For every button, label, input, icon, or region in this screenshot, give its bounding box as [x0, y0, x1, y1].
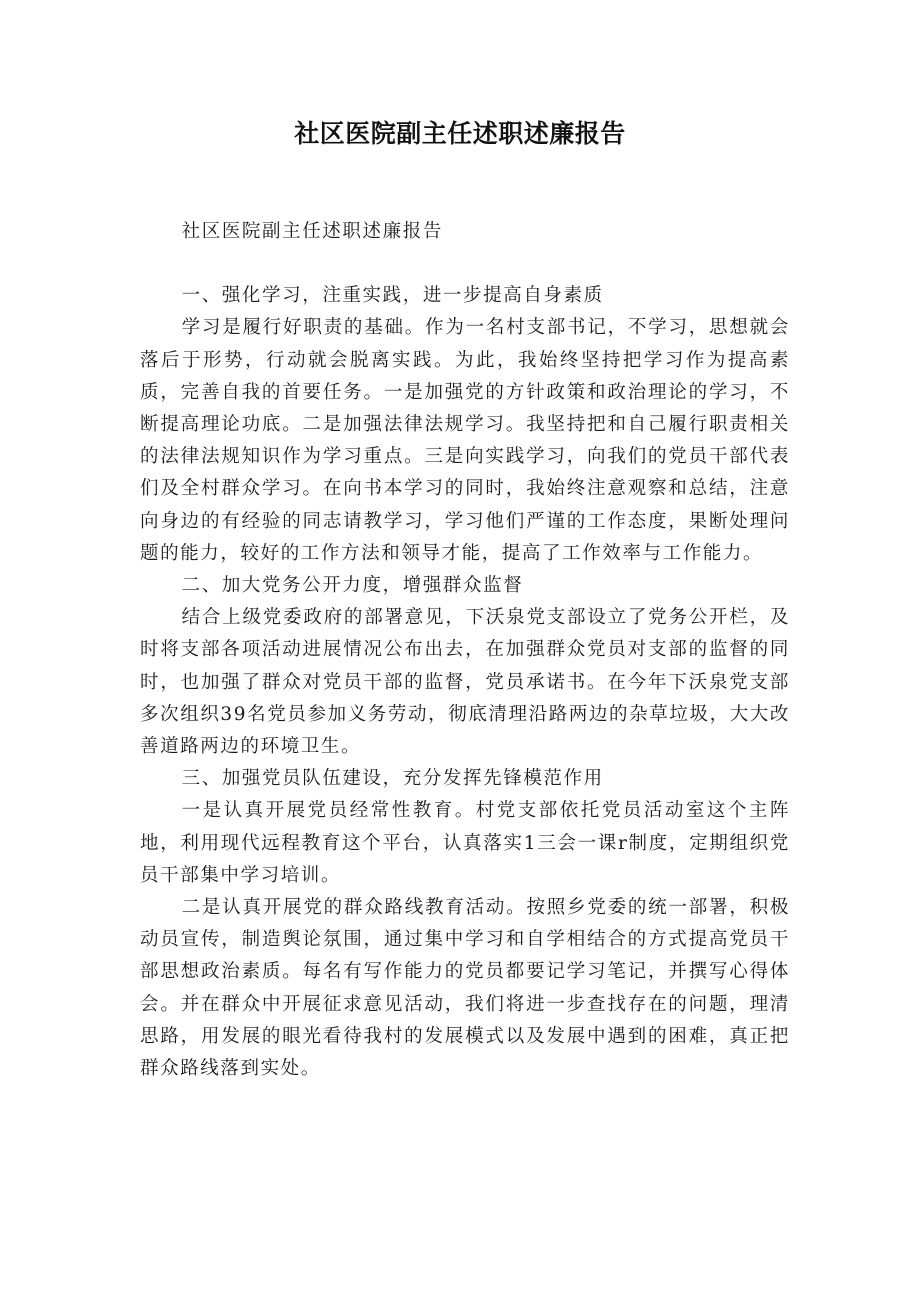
document-subtitle: 社区医院副主任述职述廉报告 [181, 221, 443, 242]
paragraph-4: 二是认真开展党的群众路线教育活动。按照乡党委的统一部署，积极动员宣传，制造舆论氛围，通过集中学习和自学相结合的方式提高党员干部思想政治素质。每名有写作能力的党员都要记学习笔记，并撰写心得体会。并在群众中开展征求意见活动，我们将进一步查找存在的问题，理清思路，用发展的眼光看待我村的发展模式以及发展中遇到的困难，真正把群众路线落到实处。 [140, 897, 790, 1080]
section-heading-1: 一、强化学习，注重实践，进一步提高自身素质 [181, 285, 604, 307]
section-heading-2: 二、加大党务公开力度，增强群众监督 [181, 575, 524, 597]
paragraph-3: 一是认真开展党员经常性教育。村党支部依托党员活动室这个主阵地，利用现代远程教育这个平台，认真落实1三会一课r制度，定期组织党员干部集中学习培训。 [140, 800, 790, 886]
document-body [140, 216, 790, 1085]
paragraph-2: 结合上级党委政府的部署意见，下沃泉党支部设立了党务公开栏，及时将支部各项活动进展情况公布出去，在加强群众党员对支部的监督的同时，也加强了群众对党员干部的监督，党员承诺书。在今年下沃泉党支部多次组织39名党员参加义务劳动，彻底清理沿路两边的杂草垃圾，大大改善道路两边的环境卫生。 [140, 607, 790, 758]
paragraph-1: 学习是履行好职责的基础。作为一名村支部书记，不学习，思想就会落后于形势，行动就会脱离实践。为此，我始终坚持把学习作为提高素质，完善自我的首要任务。一是加强党的方针政策和政治理论的学习，不断提高理论功底。二是加强法律法规学习。我坚持把和自己履行职责相关的法律法规知识作为学习重点。三是向实践学习，向我们的党员干部代表们及全村群众学习。在向书本学习的同时，我始终注意观察和总结，注意向身边的有经验的同志请教学习，学习他们严谨的工作态度，果断处理问题的能力，较好的工作方法和领导才能，提高了工作效率与工作能力。 [140, 317, 790, 564]
page-title: 社区医院副主任述职述廉报告 [294, 119, 626, 148]
section-heading-3: 三、加强党员队伍建设，充分发挥先锋模范作用 [181, 768, 604, 790]
